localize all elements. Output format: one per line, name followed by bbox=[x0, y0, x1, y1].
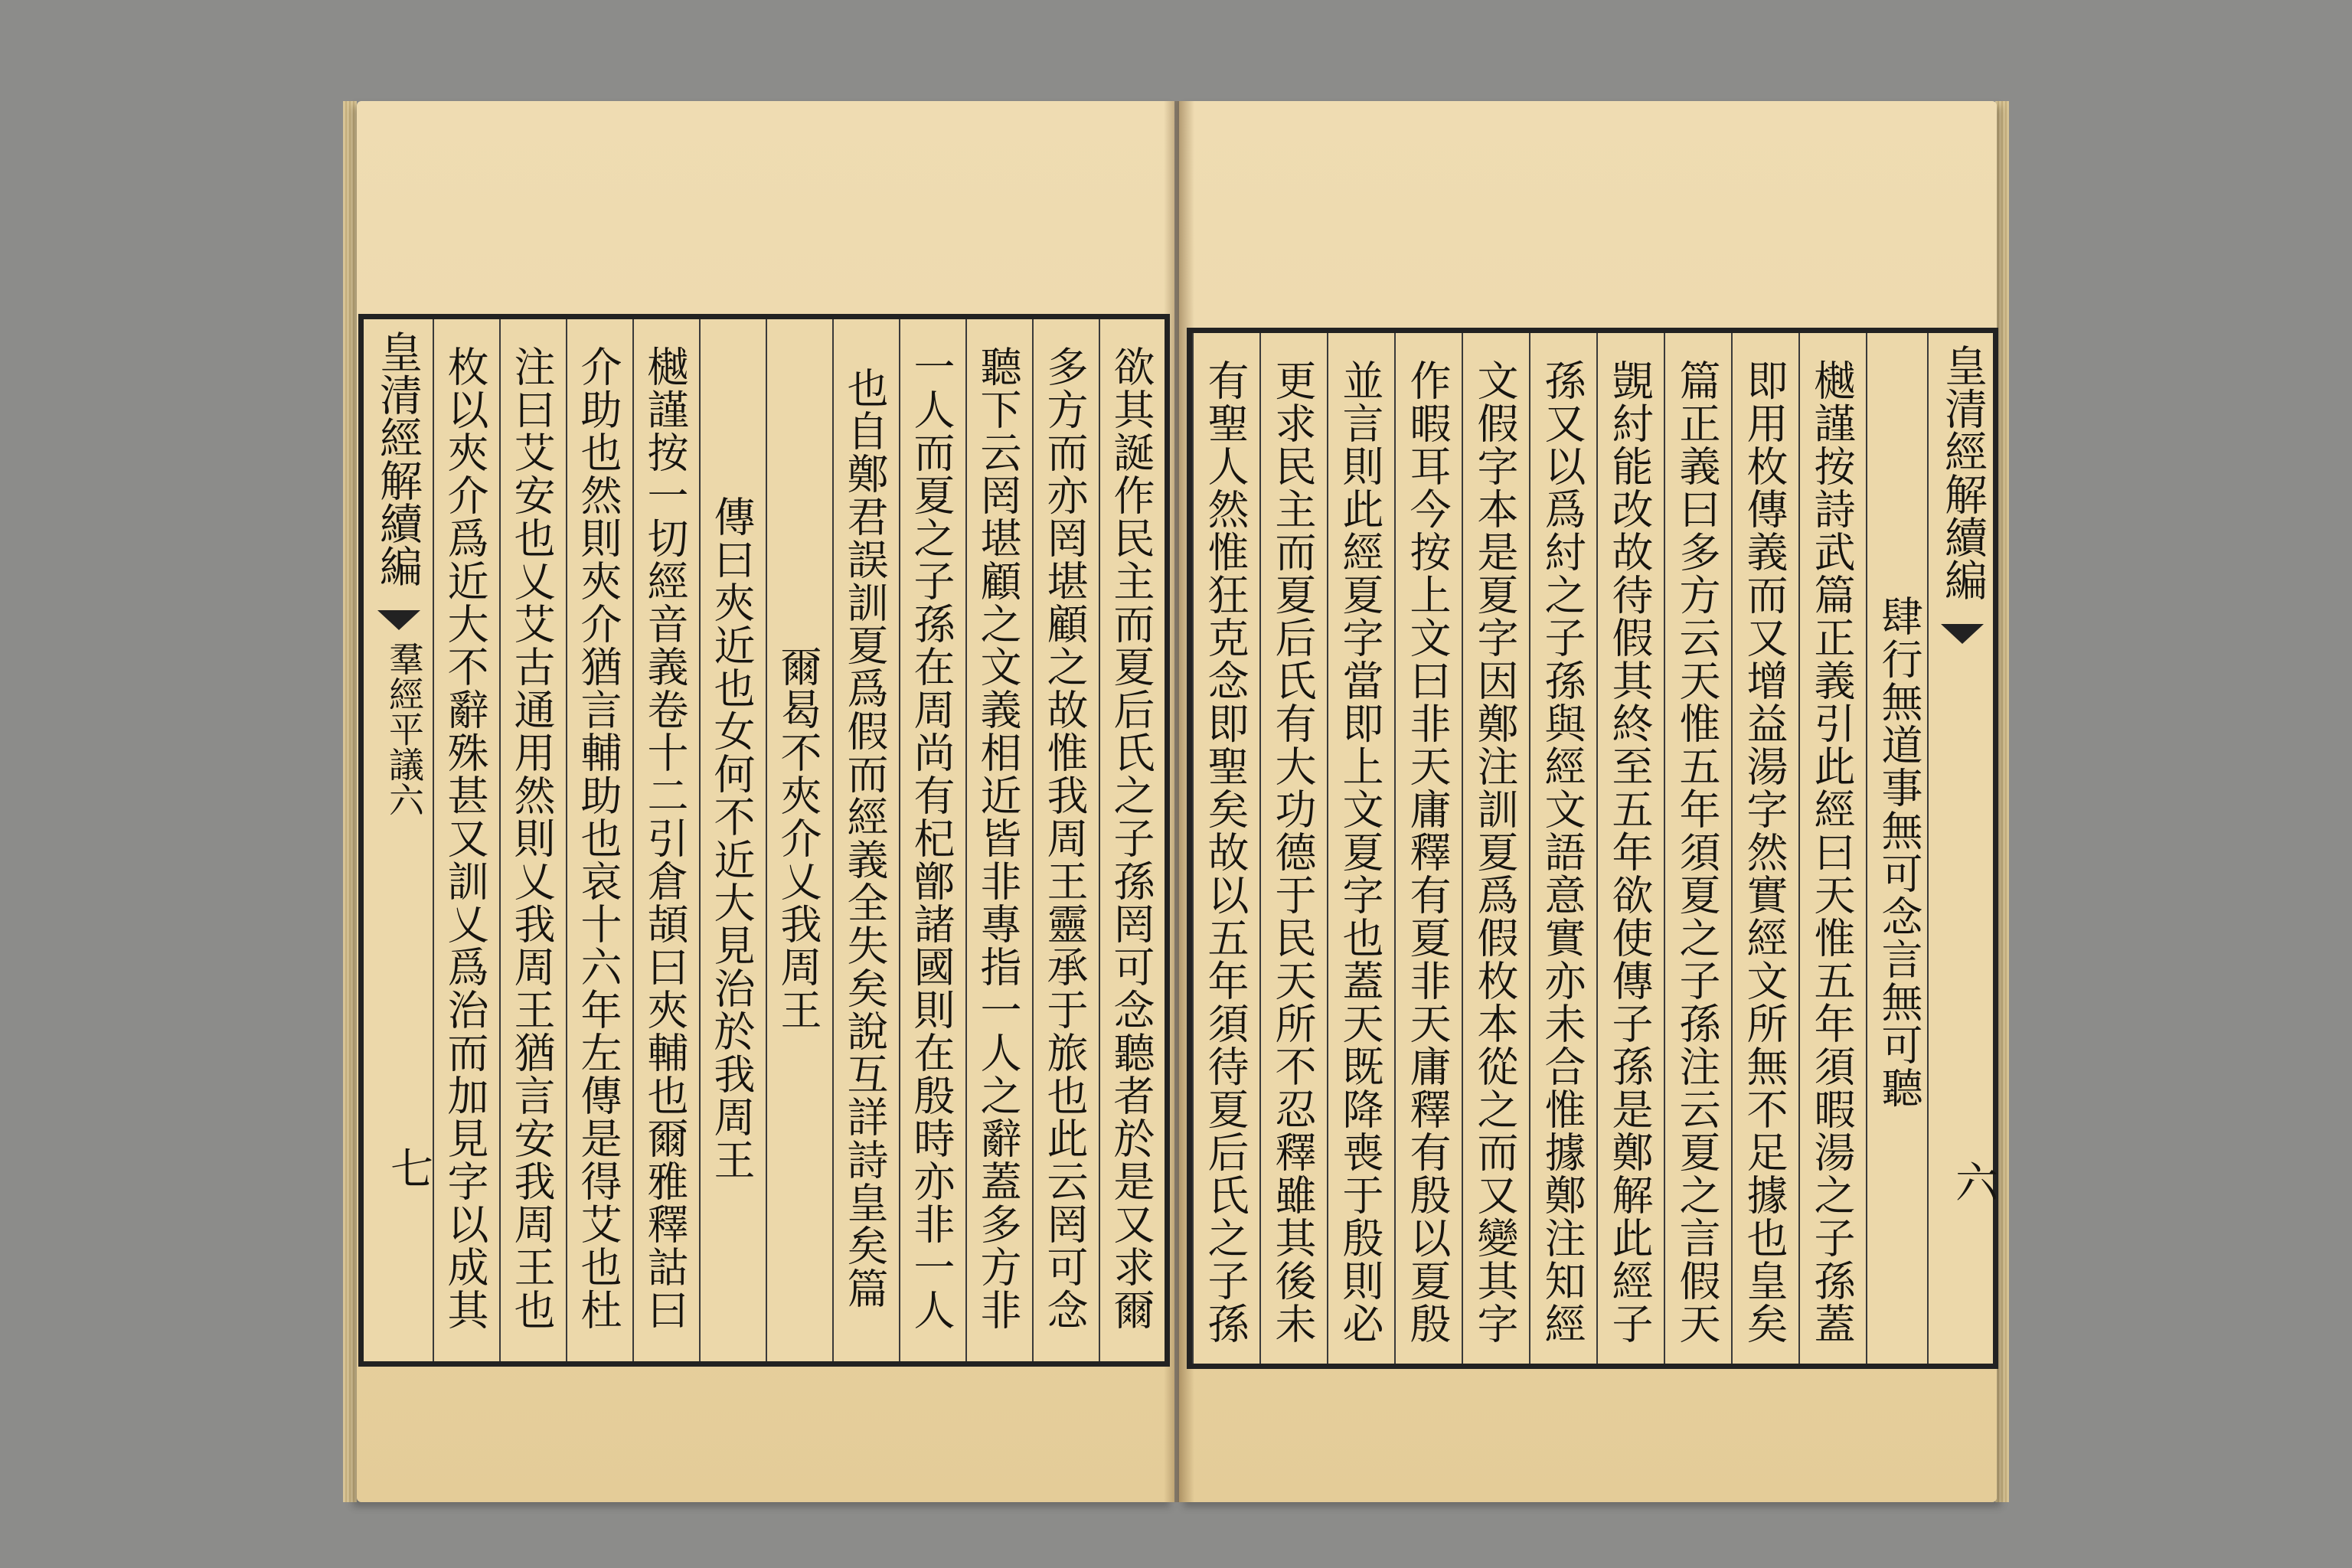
column-text: 篇正義曰多方云天惟五年須夏之子孫注云夏之言假天 bbox=[1673, 359, 1721, 1345]
column-text: 樾謹按一切經音義卷十二引倉頡曰夾輔也爾雅釋詁曰 bbox=[641, 345, 689, 1331]
column-text: 樾謹按詩武篇正義引此經曰天惟五年須暇湯之子孫蓋 bbox=[1808, 359, 1856, 1345]
text-column bbox=[1192, 333, 1259, 1364]
text-column bbox=[499, 319, 566, 1361]
column-text: 作暇耳今按上文曰非天庸釋有夏非天庸釋有殷以夏殷 bbox=[1403, 359, 1452, 1345]
column-text: 孫又以爲紂之子孫與經文語意實亦未合惟據鄭注知經 bbox=[1538, 359, 1586, 1345]
text-column bbox=[433, 319, 499, 1361]
text-column bbox=[832, 319, 899, 1361]
column-text: 即用枚傳義而又增益湯字然實經文所無不足據也皇矣 bbox=[1740, 359, 1788, 1345]
column-text: 肆行無道事無可念言無可聽 bbox=[1875, 595, 1923, 1109]
column-text: 欲其誕作民主而夏后氏之子孫罔可念聽者於是又求爾 bbox=[1107, 345, 1155, 1331]
right-folio-number: 六 bbox=[1949, 1160, 1998, 1203]
column-text: 多方而亦罔堪顧之故惟我周王靈承于旅也此云罔可念 bbox=[1040, 345, 1089, 1331]
text-column bbox=[1866, 333, 1933, 1364]
text-column bbox=[1394, 333, 1462, 1364]
text-column bbox=[699, 319, 766, 1361]
right-text-block bbox=[1187, 328, 1998, 1369]
text-column bbox=[1462, 333, 1529, 1364]
text-column bbox=[1529, 333, 1596, 1364]
page-edge-left bbox=[343, 101, 357, 1502]
text-column bbox=[899, 319, 965, 1361]
text-column bbox=[632, 319, 699, 1361]
text-column bbox=[1731, 333, 1798, 1364]
column-text: 也自鄭君誤訓夏爲假而經義全失矣說互詳詩皇矣篇 bbox=[841, 367, 889, 1310]
column-text: 覬紂能改故待假其終至五年欲使傳子孫是鄭解此經子 bbox=[1606, 359, 1654, 1345]
column-text: 介助也然則夾介猶言輔助也哀十六年左傳是得艾也杜 bbox=[574, 345, 622, 1331]
left-margin-column bbox=[364, 319, 433, 1361]
column-text: 注曰艾安也乂艾古通用然則乂我周王猶言安我周王也 bbox=[508, 345, 556, 1331]
text-column bbox=[1596, 333, 1664, 1364]
column-text: 更求民主而夏后氏有大功德于民天所不忍釋雖其後未 bbox=[1269, 359, 1317, 1345]
text-column bbox=[965, 319, 1032, 1361]
text-column bbox=[1099, 319, 1165, 1361]
right-margin-title: 皇清經解續編 bbox=[1938, 344, 1988, 601]
column-text: 枚以夾介爲近大不辭殊甚又訓乂爲治而加見字以成其 bbox=[441, 345, 489, 1331]
text-column bbox=[1798, 333, 1866, 1364]
left-folio-number: 七 bbox=[384, 1146, 433, 1189]
fish-tail-mark bbox=[1941, 624, 1984, 644]
text-column bbox=[766, 319, 832, 1361]
left-margin-subtitle: 羣經平議六 bbox=[384, 641, 425, 817]
fish-tail-mark bbox=[377, 610, 420, 630]
text-column bbox=[1032, 319, 1099, 1361]
text-column bbox=[1664, 333, 1731, 1364]
column-text: 一人而夏之子孫在周尚有杞鄫諸國則在殷時亦非一人 bbox=[907, 345, 956, 1331]
text-column bbox=[1259, 333, 1327, 1364]
column-text: 聽下云罔堪顧之文義相近皆非專指一人之辭蓋多方非 bbox=[974, 345, 1022, 1331]
left-margin-title: 皇清經解續編 bbox=[373, 330, 423, 587]
column-text: 文假字本是夏字因鄭注訓夏爲假枚本從之而又變其字 bbox=[1471, 359, 1519, 1345]
column-text: 傳曰夾近也女何不近大見治於我周王 bbox=[707, 495, 756, 1181]
text-column bbox=[566, 319, 632, 1361]
column-text: 有聖人然惟狂克念即聖矣故以五年須待夏后氏之子孫 bbox=[1201, 359, 1250, 1345]
text-column bbox=[1327, 333, 1394, 1364]
right-margin-column bbox=[1927, 333, 1998, 1364]
column-text: 爾曷不夾介乂我周王 bbox=[774, 645, 822, 1031]
column-text: 並言則此經夏字當即上文夏字也蓋天既降喪于殷則必 bbox=[1336, 359, 1384, 1345]
left-text-block bbox=[358, 314, 1170, 1367]
